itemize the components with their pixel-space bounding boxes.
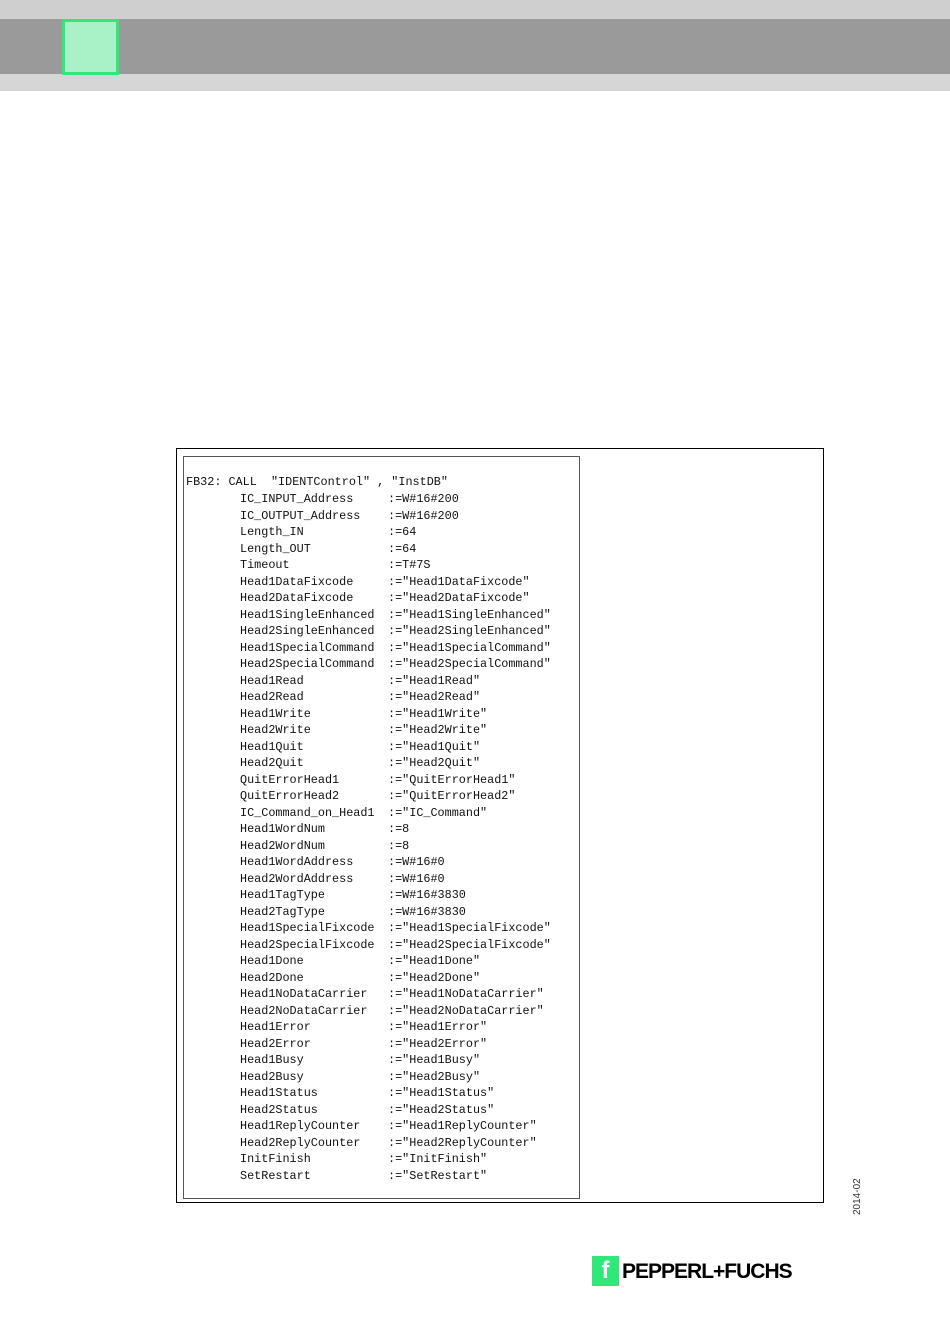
code-line [240, 788, 580, 805]
code-param-value: :="Head2Status" [388, 1102, 495, 1117]
code-param-name: IC_INPUT_Address [240, 492, 354, 506]
code-param-value: :="Head2SpecialFixcode" [388, 937, 551, 952]
code-param-value: :="Head2Read" [388, 690, 481, 704]
code-param-value: :=W#16#200 [388, 508, 459, 523]
code-param-value: :="Head1Error" [388, 1020, 488, 1034]
code-param-name: Head2ReplyCounter [240, 1135, 361, 1150]
code-line [240, 623, 580, 640]
code-param-name: Head1SingleEnhanced [240, 607, 375, 622]
code-param-value: :=W#16#3830 [388, 904, 466, 919]
code-param-value: :="InitFinish" [388, 1152, 488, 1166]
code-param-value: :="Head2DataFixcode" [388, 591, 530, 605]
code-param-name: Head1NoDataCarrier [240, 987, 368, 1001]
code-param-value: :=W#16#3830 [388, 888, 466, 902]
code-line [240, 937, 580, 954]
code-line [240, 607, 580, 624]
code-param-value: :=W#16#0 [388, 871, 445, 886]
code-line [240, 689, 580, 706]
code-line [240, 1003, 580, 1020]
code-line [240, 1168, 580, 1185]
code-param-name: Head1ReplyCounter [240, 1119, 361, 1133]
code-line [240, 1069, 580, 1086]
code-param-name: IC_OUTPUT_Address [240, 508, 361, 523]
code-line [240, 970, 580, 987]
code-line [240, 821, 580, 838]
code-param-name: Head2Write [240, 723, 311, 737]
code-param-name: Head1WordNum [240, 822, 325, 836]
code-param-name: QuitErrorHead2 [240, 789, 340, 803]
code-param-value: :="Head1Status" [388, 1086, 495, 1100]
code-param-value: :="Head2Write" [388, 723, 488, 737]
code-param-value: :="Head2SpecialCommand" [388, 657, 551, 671]
code-param-name: IC_Command_on_Head1 [240, 805, 375, 820]
code-param-name: Head1Error [240, 1020, 311, 1034]
code-param-name: Head2WordAddress [240, 871, 354, 886]
code-param-name: Head2NoDataCarrier [240, 1003, 368, 1018]
code-line [240, 491, 580, 508]
code-param-value: :="IC_Command" [388, 805, 488, 820]
code-param-name: Head1DataFixcode [240, 574, 354, 589]
code-line [240, 574, 580, 591]
code-param-value: :=T#7S [388, 558, 431, 572]
code-line [240, 541, 580, 558]
code-line [240, 887, 580, 904]
code-param-value: :="Head2NoDataCarrier" [388, 1003, 544, 1018]
code-line [240, 1085, 580, 1102]
code-line [240, 706, 580, 723]
code-line [240, 838, 580, 855]
code-param-name: Length_OUT [240, 541, 311, 556]
code-param-value: :="Head1Busy" [388, 1053, 481, 1067]
header-band-top [0, 0, 950, 19]
code-line [240, 1135, 580, 1152]
code-line [240, 557, 580, 574]
code-param-value: :="Head1Write" [388, 706, 488, 721]
code-param-value: :="QuitErrorHead2" [388, 789, 516, 803]
code-param-name: Head1Read [240, 673, 304, 688]
code-line [240, 1036, 580, 1053]
code-line [240, 739, 580, 756]
code-param-name: QuitErrorHead1 [240, 772, 340, 787]
code-header-line: FB32: CALL "IDENTControl" , "InstDB" [186, 475, 448, 489]
code-param-name: Head1SpecialCommand [240, 640, 375, 655]
code-param-value: :=64 [388, 525, 417, 539]
code-param-value: :="Head1Done" [388, 954, 481, 968]
code-param-name: Head1TagType [240, 888, 325, 902]
code-param-name: Head2Error [240, 1036, 311, 1051]
code-param-value: :="Head1Read" [388, 673, 481, 688]
code-parameter-list [240, 491, 580, 1184]
code-param-value: :=64 [388, 541, 417, 556]
code-param-name: Head2Read [240, 690, 304, 704]
code-line [240, 755, 580, 772]
code-line [240, 640, 580, 657]
code-param-name: Timeout [240, 558, 290, 572]
header-band [0, 19, 950, 74]
header-green-square [62, 19, 119, 75]
code-line [240, 1019, 580, 1036]
code-line [240, 673, 580, 690]
code-param-name: Head2SpecialCommand [240, 657, 375, 671]
code-param-name: Head1Write [240, 706, 311, 721]
code-line [240, 1052, 580, 1069]
code-line [240, 524, 580, 541]
code-param-value: :="Head1SingleEnhanced" [388, 607, 551, 622]
code-param-value: :="Head2Error" [388, 1036, 488, 1051]
code-line [240, 953, 580, 970]
code-line [240, 656, 580, 673]
code-line [240, 772, 580, 789]
code-line [240, 590, 580, 607]
code-line [240, 920, 580, 937]
code-param-value: :=8 [388, 822, 410, 836]
code-line [240, 1151, 580, 1168]
code-line [240, 854, 580, 871]
code-param-name: Head1Busy [240, 1053, 304, 1067]
code-param-name: Head1WordAddress [240, 855, 354, 869]
code-param-value: :=W#16#0 [388, 855, 445, 869]
code-param-name: Head1SpecialFixcode [240, 921, 375, 935]
code-param-value: :="Head1DataFixcode" [388, 574, 530, 589]
code-param-name: Head2DataFixcode [240, 591, 354, 605]
code-line [240, 805, 580, 822]
code-line [240, 1102, 580, 1119]
code-param-value: :="SetRestart" [388, 1168, 488, 1183]
code-param-name: Head2Status [240, 1102, 318, 1117]
code-param-name: Head1Quit [240, 739, 304, 754]
code-param-value: :="Head1SpecialCommand" [388, 640, 551, 655]
code-line [240, 722, 580, 739]
logo-mark-icon: f [592, 1256, 619, 1286]
code-param-value: :="Head2Busy" [388, 1069, 481, 1084]
code-param-name: Head2WordNum [240, 838, 325, 853]
code-param-name: Head2Busy [240, 1069, 304, 1084]
code-line [240, 1118, 580, 1135]
logo-wordmark: PEPPERL+FUCHS [622, 1260, 792, 1283]
code-param-name: Head2TagType [240, 904, 325, 919]
code-param-name: InitFinish [240, 1152, 311, 1166]
header-band-bottom [0, 74, 950, 91]
code-param-name: Head1Status [240, 1086, 318, 1100]
code-param-name: Head2SpecialFixcode [240, 937, 375, 952]
code-param-name: Head2Quit [240, 756, 304, 770]
code-param-value: :="Head1NoDataCarrier" [388, 987, 544, 1001]
code-param-value: :="Head1ReplyCounter" [388, 1119, 537, 1133]
code-param-value: :="Head2Quit" [388, 756, 481, 770]
company-logo [592, 1256, 822, 1286]
code-line [240, 904, 580, 921]
code-line [240, 986, 580, 1003]
code-param-value: :="Head1SpecialFixcode" [388, 921, 551, 935]
code-param-value: :="Head2Done" [388, 970, 481, 985]
code-param-name: Head1Done [240, 954, 304, 968]
code-listing [183, 456, 580, 1199]
code-param-value: :=W#16#200 [388, 492, 459, 506]
code-line [240, 508, 580, 525]
document-date-code: 2014-02 [852, 1178, 863, 1215]
code-param-name: Head2SingleEnhanced [240, 624, 375, 638]
code-param-value: :=8 [388, 838, 410, 853]
code-param-value: :="Head2SingleEnhanced" [388, 624, 551, 638]
code-param-name: Head2Done [240, 970, 304, 985]
code-line [240, 871, 580, 888]
code-param-value: :="Head1Quit" [388, 739, 481, 754]
code-param-name: SetRestart [240, 1168, 311, 1183]
code-param-value: :="Head2ReplyCounter" [388, 1135, 537, 1150]
code-param-name: Length_IN [240, 525, 304, 539]
code-param-value: :="QuitErrorHead1" [388, 772, 516, 787]
